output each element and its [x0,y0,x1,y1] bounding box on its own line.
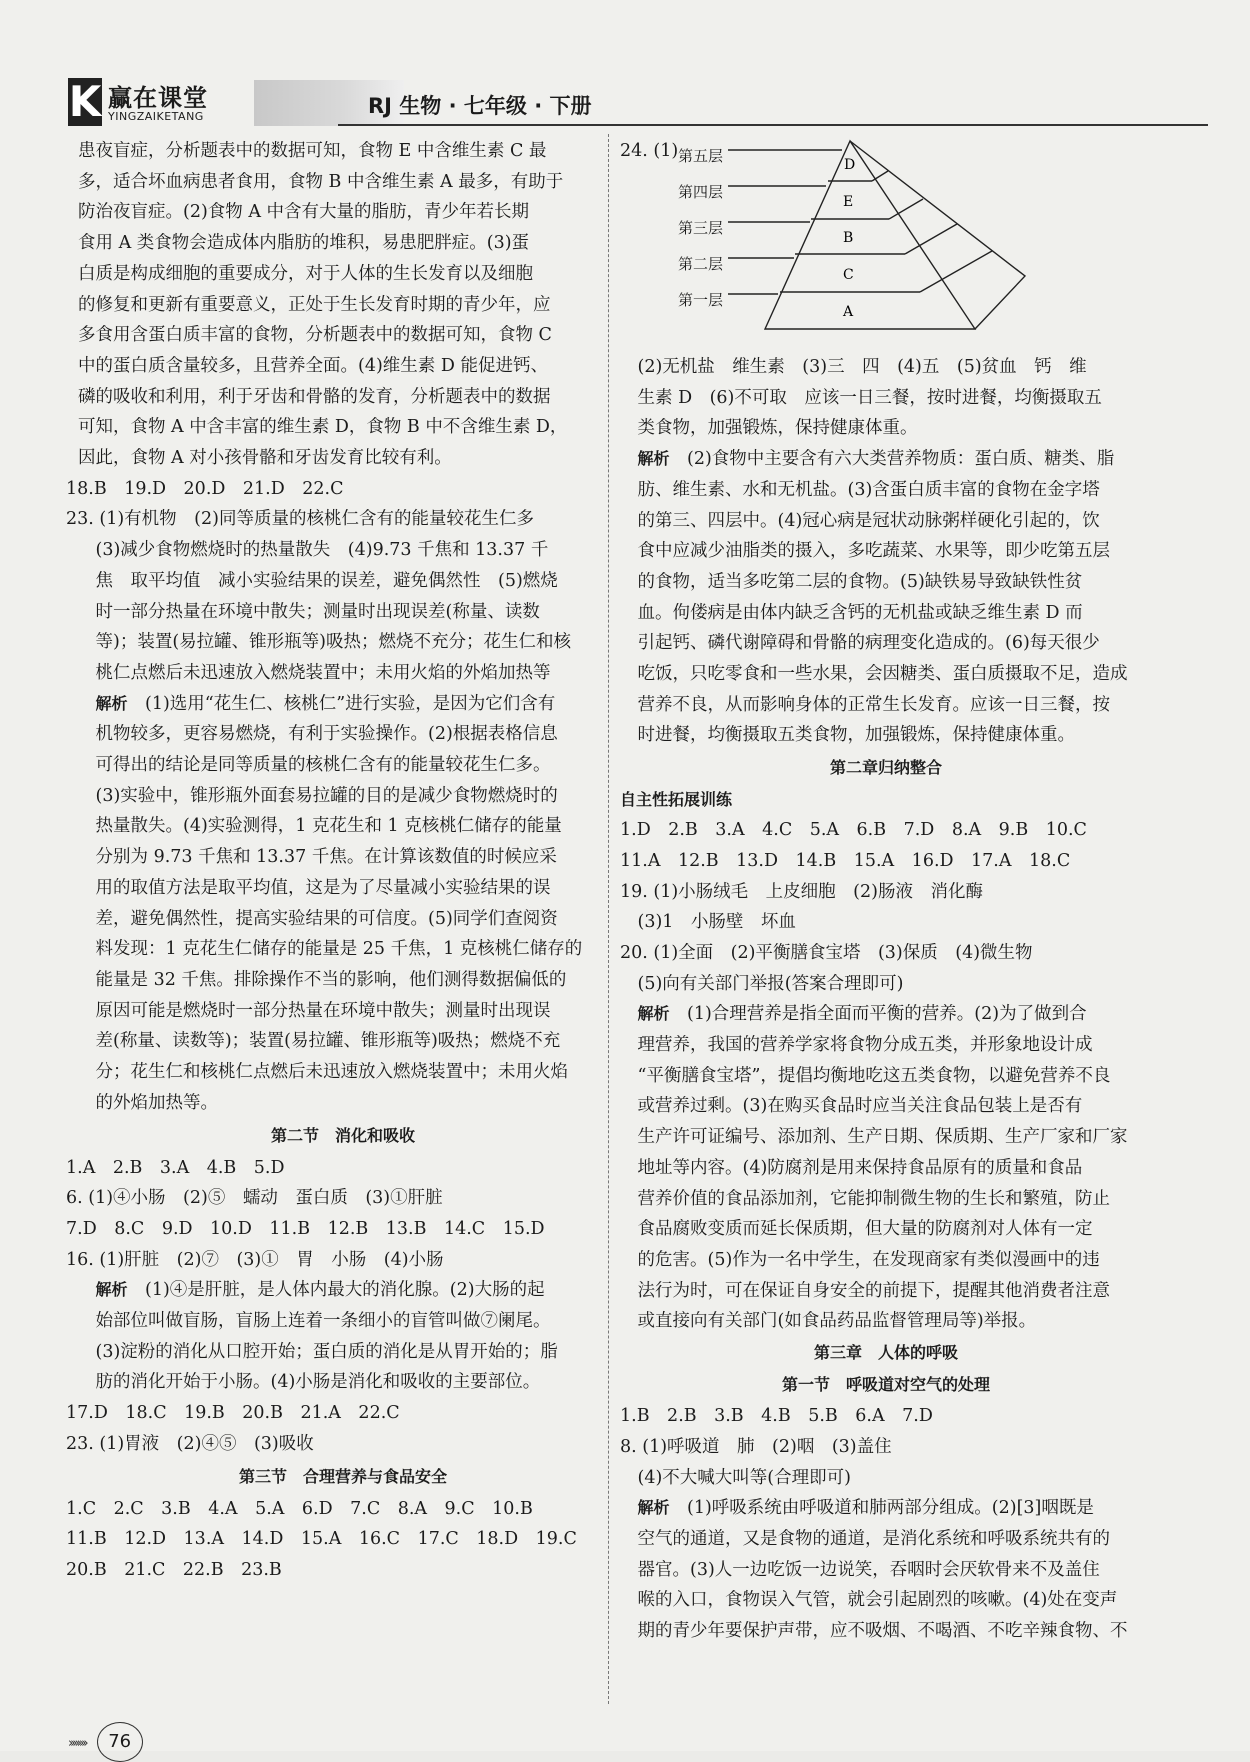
text-line: 能量是 32 千焦。排除操作不当的影响，他们测得数据偏低的 [95,969,567,990]
book-title: RJ 生物 · 七年级 · 下册 [368,94,592,118]
answer-line: 16. (1)肝脏 (2)⑦ (3)① 胃 小肠 (4)小肠 [66,1249,444,1270]
analysis-line [620,999,1152,1030]
text-line: 或直接向有关部门(如食品药品监督管理局等)举报。 [637,1311,1037,1332]
text-line: 热量散失。(4)实验测得，1 克花生和 1 克核桃仁储存的能量 [95,816,562,837]
text-line: “平衡膳食宝塔”，提倡均衡地吃这五类食物，以避免营养不良 [637,1065,1111,1086]
analysis-label: 解析 [95,693,128,713]
answer-line: (5)向有关部门举报(答案合理即可) [637,973,904,994]
pyramid-level-label: 第五层 [678,147,724,165]
text-line: 器官。(3)人一边吃饭一边说笑，吞咽时会厌软骨来不及盖住 [637,1559,1100,1580]
analysis-label: 解析 [637,1498,670,1518]
text-line: 的食物，适当多吃第二层的食物。(5)缺铁易导致缺铁性贫 [637,571,1083,592]
analysis-label: 解析 [637,1004,670,1024]
logo-subtitle: YINGZAIKETANG [108,110,204,123]
section-heading: 第二节 消化和吸收 [270,1125,415,1145]
logo-mark: K [68,77,102,126]
text-line: 引起钙、磷代谢障碍和骨骼的病理变化造成的。(6)每天很少 [637,633,1100,654]
analysis-label: 解析 [95,1280,128,1300]
analysis-text: (2)食物中主要含有六大类营养物质：蛋白质、糖类、脂 [687,449,1115,470]
text-line: 营养价值的食品添加剂，它能抑制微生物的生长和繁殖，防止 [637,1188,1110,1209]
pyramid-letter: A [843,304,854,320]
text-line: 的危害。(5)作为一名中学生，在发现商家有类似漫画中的违 [637,1249,1100,1270]
text-line: 生产许可证编号、添加剂、生产日期、保质期、生产厂家和厂家 [637,1127,1128,1148]
answer-line: 23. (1)胃液 (2)④⑤ (3)吸收 [66,1433,314,1454]
answer-line: 1.D 2.B 3.A 4.C 5.A 6.B 7.D 8.A 9.B 10.C [620,820,1087,841]
pyramid-front-face [765,141,975,329]
text-line: 可知，食物 A 中含丰富的维生素 D，食物 B 中不含维生素 D， [78,417,568,438]
answer-line: 7.D 8.C 9.D 10.D 11.B 12.B 13.B 14.C 15.D [66,1218,545,1239]
text-line: 始部位叫做盲肠，盲肠上连着一条细小的盲管叫做⑦阑尾。 [95,1311,551,1332]
chapter-heading: 第三章 人体的呼吸 [813,1343,958,1363]
answer-line: 6. (1)④小肠 (2)⑤ 蠕动 蛋白质 (3)①肝脏 [66,1188,443,1209]
text-line: 料发现：1 克花生仁储存的能量是 25 千焦，1 克核桃仁储存的 [95,939,583,960]
answer-line: 1.A 2.B 3.A 4.B 5.D [66,1157,285,1178]
answer-line: 桃仁点燃后未迅速放入燃烧装置中；未用火焰的外焰加热等 [95,662,551,683]
answer-line: (3)减少食物燃烧时的热量散失 (4)9.73 千焦和 13.37 千 [95,540,549,561]
text-line: 的外焰加热等。 [95,1092,218,1113]
text-line: 因此，食物 A 对小孩骨骼和牙齿发育比较有利。 [78,448,452,469]
answer-line: 19. (1)小肠绒毛 上皮细胞 (2)肠液 消化酶 [620,881,983,902]
answer-line: 23. (1)有机物 (2)同等质量的核桃仁含有的能量较花生仁多 [66,509,534,530]
text-line: 或营养过剩。(3)在购买食品时应当关注食品包装上是否有 [637,1096,1083,1117]
answer-line: (3)1 小肠壁 坏血 [637,912,796,933]
answer-line: 11.A 12.B 13.D 14.B 15.A 16.D 17.A 18.C [620,850,1071,871]
analysis-line [78,1275,608,1306]
analysis-text: (1)合理营养是指全面而平衡的营养。(2)为了做到合 [687,1004,1087,1025]
text-line: 机物较多，更容易燃烧，有利于实验操作。(2)根据表格信息 [95,724,558,745]
text-line: 患夜盲症，分析题表中的数据可知，食物 E 中含维生素 C 最 [78,141,547,161]
text-line: 理营养，我国的营养学家将食物分成五类，并形象地设计成 [637,1035,1093,1056]
chapter-summary-heading: 第二章归纳整合 [829,758,942,778]
section-heading: 第三节 合理营养与食品安全 [238,1466,447,1486]
text-line: 法行为时，可在保证自身安全的前提下，提醒其他消费者注意 [637,1280,1110,1301]
text-line: 食中应减少油脂类的摄入，多吃蔬菜、水果等，即少吃第五层 [637,541,1110,562]
text-line: 肪的消化开始于小肠。(4)小肠是消化和吸收的主要部位。 [95,1372,541,1393]
text-line: (3)淀粉的消化从口腔开始；蛋白质的消化是从胃开始的；脂 [95,1341,558,1362]
text-line: 吃饭，只吃零食和一些水果，会因糖类、蛋白质摄取不足，造成 [637,664,1128,685]
answer-line: 等)；装置(易拉罐、锥形瓶等)吸热；燃烧不充分；花生仁和核 [95,632,571,653]
analysis-text: (1)呼吸系统由呼吸道和肺两部分组成。(2)[3]咽既是 [687,1498,1094,1519]
text-line: 食品腐败变质而延长保质期，但大量的防腐剂对人体有一定 [637,1219,1093,1240]
text-line: 时进餐，均衡摄取五类食物，加强锻炼，保持健康体重。 [637,725,1075,746]
pyramid-diagram [620,136,1040,346]
arrows-icon: ›››››››› [68,1736,86,1751]
text-line: 肪、维生素、水和无机盐。(3)含蛋白质丰富的食物在金字塔 [637,479,1100,500]
pyramid-letter: C [843,267,854,283]
text-line: (3)实验中，锥形瓶外面套易拉罐的目的是减少食物燃烧时的 [95,785,558,806]
answer-line: 20. (1)全面 (2)平衡膳食宝塔 (3)保质 (4)微生物 [620,942,1033,963]
analysis-text: (1)选用“花生仁、核桃仁”进行实验，是因为它们含有 [145,693,556,714]
text-line: 防治夜盲症。(2)食物 A 中含有大量的脂肪，青少年若长期 [78,202,530,223]
text-line: 分别为 9.73 千焦和 13.37 千焦。在计算该数值的时候应采 [95,847,557,868]
pyramid-letter: E [843,194,854,210]
header-rule [338,124,1208,126]
text-line: 营养不良，从而影响身体的正常生长发育。应该一日三餐，按 [637,694,1110,715]
text-line: 食用 A 类食物会造成体内脂肪的堆积，易患肥胖症。(3)蛋 [78,233,530,254]
pyramid-letter: B [843,230,854,246]
answer-line: 17.D 18.C 19.B 20.B 21.A 22.C [66,1403,400,1424]
pyramid-level-label: 第二层 [678,255,724,273]
text-line: 用的取值方法是取平均值，这是为了尽量减小实验结果的误 [95,877,551,898]
answer-line: 焦 取平均值 减小实验结果的误差，避免偶然性 (5)燃烧 [95,570,558,591]
page-header [68,78,1140,130]
column-divider [608,134,610,1704]
answer-line: (2)无机盐 维生素 (3)三 四 (4)五 (5)贫血 钙 维 [637,357,1087,377]
text-line: 血。佝偻病是由体内缺乏含钙的无机盐或缺乏维生素 D 而 [637,602,1083,623]
pyramid-level-label: 第一层 [678,291,724,309]
text-line: 期的青少年要保护声带，应不吸烟、不喝酒、不吃辛辣食物、不 [637,1621,1128,1642]
logo-title: 赢在课堂 [108,84,208,112]
analysis-line [78,689,608,720]
answer-line: 时一部分热量在环境中散失；测量时出现误差(称量、读数 [95,601,540,622]
answer-line: 8. (1)呼吸道 肺 (2)咽 (3)盖住 [620,1436,892,1457]
text-line: 差，避免偶然性，提高实验结果的可信度。(5)同学们查阅资 [95,908,558,929]
text-line: 磷的吸收和利用，利于牙齿和骨骼的发育，分析题表中的数据 [78,386,551,407]
text-line: 多食用含蛋白质丰富的食物，分析题表中的数据可知，食物 C [78,325,552,346]
analysis-label: 解析 [637,449,670,469]
text-line: 多，适合坏血病患者食用，食物 B 中含维生素 A 最多，有助于 [78,171,564,192]
text-line: 的第三、四层中。(4)冠心病是冠状动脉粥样硬化引起的，饮 [637,510,1100,531]
answer-line: 18.B 19.D 20.D 21.D 22.C [66,478,344,499]
subsection-label: 自主性拓展训练 [620,790,733,810]
pyramid-letter: D [844,157,856,173]
answer-line: 20.B 21.C 22.B 23.B [66,1559,282,1580]
left-column [66,136,608,1586]
text-line: 分；花生仁和核桃仁点燃后未迅速放入燃烧装置中；未用火焰 [95,1062,568,1083]
text-line: 中的蛋白质含量较多，且营养全面。(4)维生素 D 能促进钙、 [78,355,548,376]
text-line: 原因可能是燃烧时一部分热量在环境中散失；测量时出现误 [95,1000,551,1021]
answer-line: 生素 D (6)不可取 应该一日三餐，按时进餐，均衡摄取五 [637,387,1102,408]
text-line: 白质是构成细胞的重要成分，对于人体的生长发育以及细胞 [78,263,533,284]
question-number: 24. (1) [620,141,679,161]
pyramid-level-label: 第三层 [678,219,724,237]
analysis-line [620,444,1152,475]
answer-line: 类食物，加强锻炼，保持健康体重。 [637,418,918,439]
pyramid-level-label: 第四层 [678,183,724,201]
analysis-line [620,1493,1152,1524]
section-heading: 第一节 呼吸道对空气的处理 [781,1375,990,1395]
text-line: 差(称量、读数等)；装置(易拉罐、锥形瓶等)吸热；燃烧不充 [95,1031,561,1052]
text-line: 喉的入口，食物误入气管，就会引起剧烈的咳嗽。(4)处在变声 [637,1590,1118,1611]
page-number [68,1722,143,1762]
text-line: 地址等内容。(4)防腐剂是用来保持食品原有的质量和食品 [637,1157,1083,1178]
text-line: 空气的通道，又是食物的通道，是消化系统和呼吸系统共有的 [637,1528,1110,1549]
answer-line: 11.B 12.D 13.A 14.D 15.A 16.C 17.C 18.D 19.C [66,1529,577,1550]
answer-line: 1.C 2.C 3.B 4.A 5.A 6.D 7.C 8.A 9.C 10.B [66,1498,533,1519]
answer-line: 1.B 2.B 3.B 4.B 5.B 6.A 7.D [620,1406,933,1427]
text-line: 的修复和更新有重要意义，正处于生长发育时期的青少年，应 [78,294,551,315]
analysis-text: (1)④是肝脏，是人体内最大的消化腺。(2)大肠的起 [145,1280,545,1301]
answer-line: (4)不大喊大叫等(合理即可) [637,1467,851,1488]
right-column [620,136,1152,1647]
food-pyramid-figure [620,136,1152,346]
text-line: 可得出的结论是同等质量的核桃仁含有的能量较花生仁多。 [95,755,551,776]
page-number-value: 76 [97,1722,143,1762]
